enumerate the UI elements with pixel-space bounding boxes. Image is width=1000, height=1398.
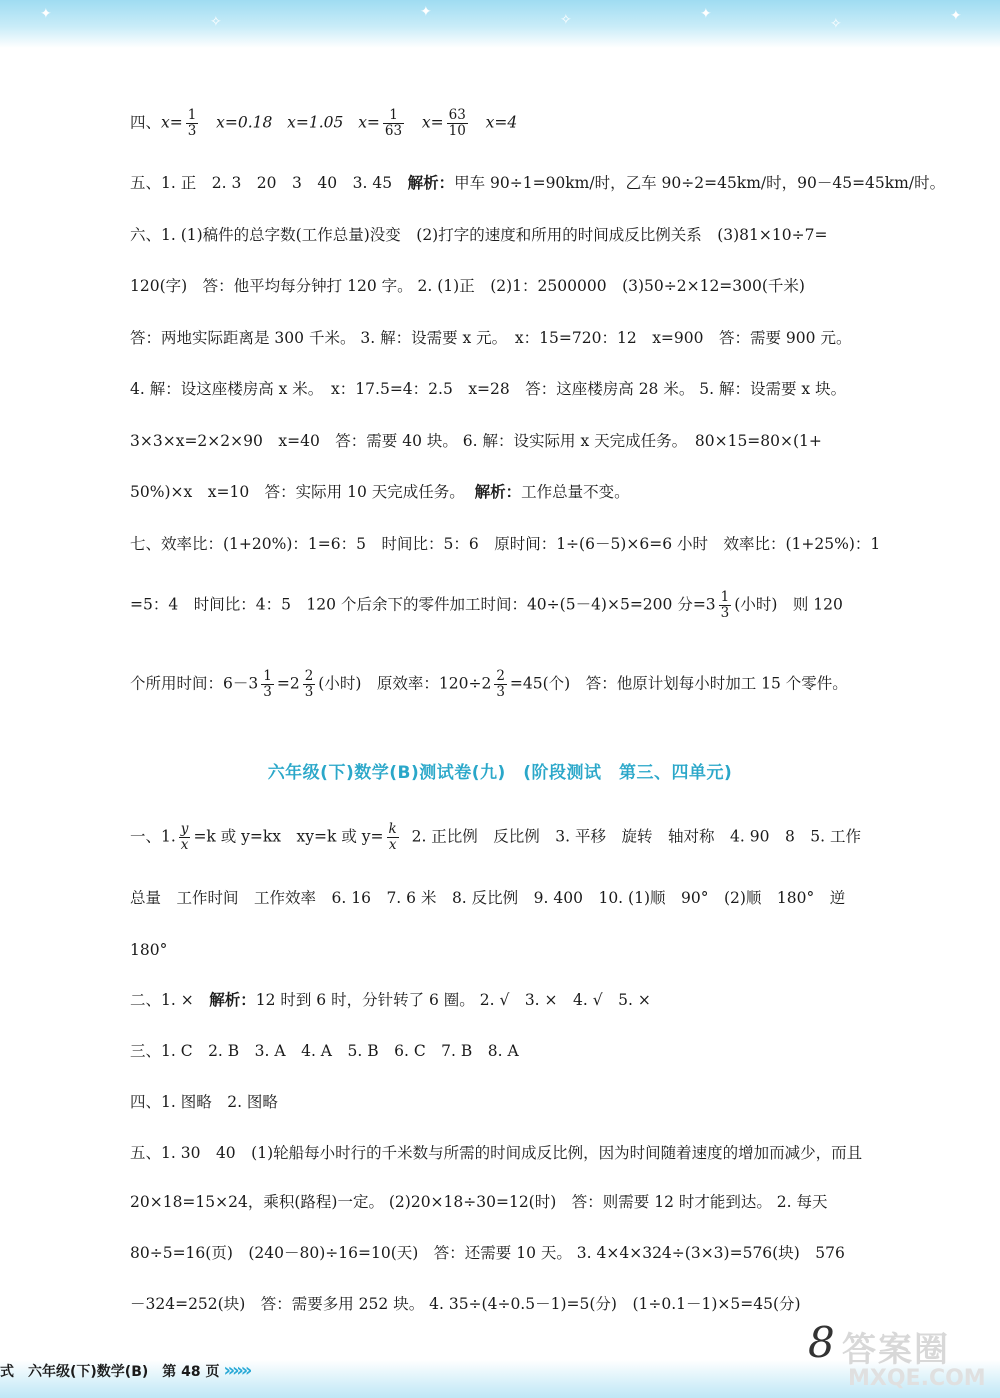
page-footer (0, 1360, 249, 1384)
sparkle-icon: ✧ (830, 16, 842, 32)
answer-line-6-6: 50%)×x x=10 答：实际用 10 天完成任务。 解析：工作总量不变。 (130, 483, 630, 501)
answer-line-p2-5: 三、1. C 2. B 3. A 4. A 5. B 6. C 7. B 8. A (130, 1042, 519, 1060)
sparkle-icon: ✦ (950, 8, 962, 24)
answer-line-4: 四、x= $\frac{1}{3}$ x=0.18 x=1.05 x= $\frac{1}{63}$ x= $\frac{63}{10}$ x=4 (130, 107, 518, 139)
fraction: $\frac{1}{63}$ (384, 107, 403, 139)
fraction: $\frac{63}{10}$ (448, 107, 466, 139)
answer-line-p2-6: 四、1. 图略 2. 图略 (130, 1093, 278, 1111)
answer-line-p2-3: 180° (130, 941, 168, 959)
fraction: $\frac{1}{3}$ (187, 107, 197, 139)
answer-line-6-3: 答：两地实际距离是 300 千米。 3. 解：设需要 x 元。 x：15=720：12 x=900 答：需要 900 元。 (130, 329, 852, 347)
watermark-text: 答案圈 (842, 1330, 950, 1370)
fraction: $\frac{2}{3}$ (304, 668, 314, 700)
sparkle-icon: ✦ (700, 6, 712, 22)
answer-line-p2-4: 二、1. × 解析：12 时到 6 时，分针转了 6 圈。 2. √ 3. × 4. √ 5. × (130, 991, 651, 1009)
arrow-icon: »»» (223, 1360, 250, 1381)
answer-line-7-1: 七、效率比：(1+20%)：1=6：5 时间比：5：6 原时间：1÷(6－5)×6=6 小时 效率比：(1+25%)：1 (130, 535, 881, 553)
section-title: 六年级(下)数学(B)测试卷(九) (阶段测试 第三、四单元) (267, 763, 733, 783)
top-decoration-band (0, 0, 1000, 48)
answer-line-7-3: 个所用时间：6－3 $\frac{1}{3}$ =2 $\frac{2}{3}$ (小时) 原效率：120÷2 $\frac{2}{3}$ =45(个) 答：他原计划每小时加工 15 个零件。 (130, 668, 848, 700)
answer-line-p2-8: 20×18=15×24，乘积(路程)一定。 (2)20×18÷30=12(时) 答：则需要 12 时才能到达。 2. 每天 (130, 1193, 828, 1211)
answer-line-6-5: 3×3×x=2×2×90 x=40 答：需要 40 块。 6. 解：设实际用 x 天完成任务。 80×15=80×(1+ (130, 432, 822, 450)
watermark-url: MXQE.COM (848, 1366, 986, 1391)
handwritten-number: 8 (808, 1318, 835, 1367)
fraction: $\frac{k}{x}$ (388, 821, 397, 853)
sparkle-icon: ✧ (210, 14, 222, 30)
answer-line-5: 五、1. 正 2. 3 20 3 40 3. 45 解析：甲车 90÷1=90km/时，乙车 90÷2=45km/时，90－45=45km/时。 (130, 174, 946, 192)
sparkle-icon: ✦ (40, 6, 52, 22)
answer-line-p2-10: －324=252(块) 答：需要多用 252 块。 4. 35÷(4÷0.5－1)=5(分) (1÷0.1－1)×5=45(分) (130, 1295, 801, 1313)
sparkle-icon: ✦ (420, 4, 432, 20)
answer-line-7-2: =5：4 时间比：4：5 120 个后余下的零件加工时间：40÷(5－4)×5=200 分=3 $\frac{1}{3}$ (小时) 则 120 (130, 589, 843, 621)
fraction: $\frac{y}{x}$ (180, 821, 189, 853)
answer-line-6-2: 120(字) 答：他平均每分钟打 120 字。 2. (1)正 (2)1：2500000 (3)50÷2×12=300(千米) (130, 277, 805, 295)
fraction: $\frac{1}{3}$ (720, 589, 730, 621)
sparkle-icon: ✧ (560, 12, 572, 28)
fraction: $\frac{1}{3}$ (263, 668, 272, 700)
fraction: $\frac{2}{3}$ (496, 668, 505, 700)
answer-line-6-1: 六、1. (1)稿件的总字数(工作总量)没变 (2)打字的速度和所用的时间成反比例关系 (3)81×10÷7= (130, 226, 828, 244)
answer-line-p2-9: 80÷5=16(页) (240－80)÷16=10(天) 答：还需要 10 天。 3. 4×4×324÷(3×3)=576(块) 576 (130, 1244, 845, 1262)
answer-line-p2-2: 总量 工作时间 工作效率 6. 16 7. 6 米 8. 反比例 9. 400 10. (1)顺 90° (2)顺 180° 逆 (130, 889, 846, 907)
answer-line-p2-1: 一、1. $\frac{y}{x}$ =k 或 y=kx xy=k 或 y= $\frac{k}{x}$ 2. 正比例 反比例 3. 平移 旋转 轴对称 4. 90 8 5. 工作 (130, 821, 862, 853)
footer-text: 式 六年级(下)数学(B) 第 48 页 (0, 1364, 220, 1380)
answer-line-6-4: 4. 解：设这座楼房高 x 米。 x：17.5=4：2.5 x=28 答：这座楼房高 28 米。 5. 解：设需要 x 块。 (130, 380, 847, 398)
answer-line-p2-7: 五、1. 30 40 (1)轮船每小时行的千米数与所需的时间成反比例，因为时间随着速度的增加而减少，而且 (130, 1144, 863, 1162)
